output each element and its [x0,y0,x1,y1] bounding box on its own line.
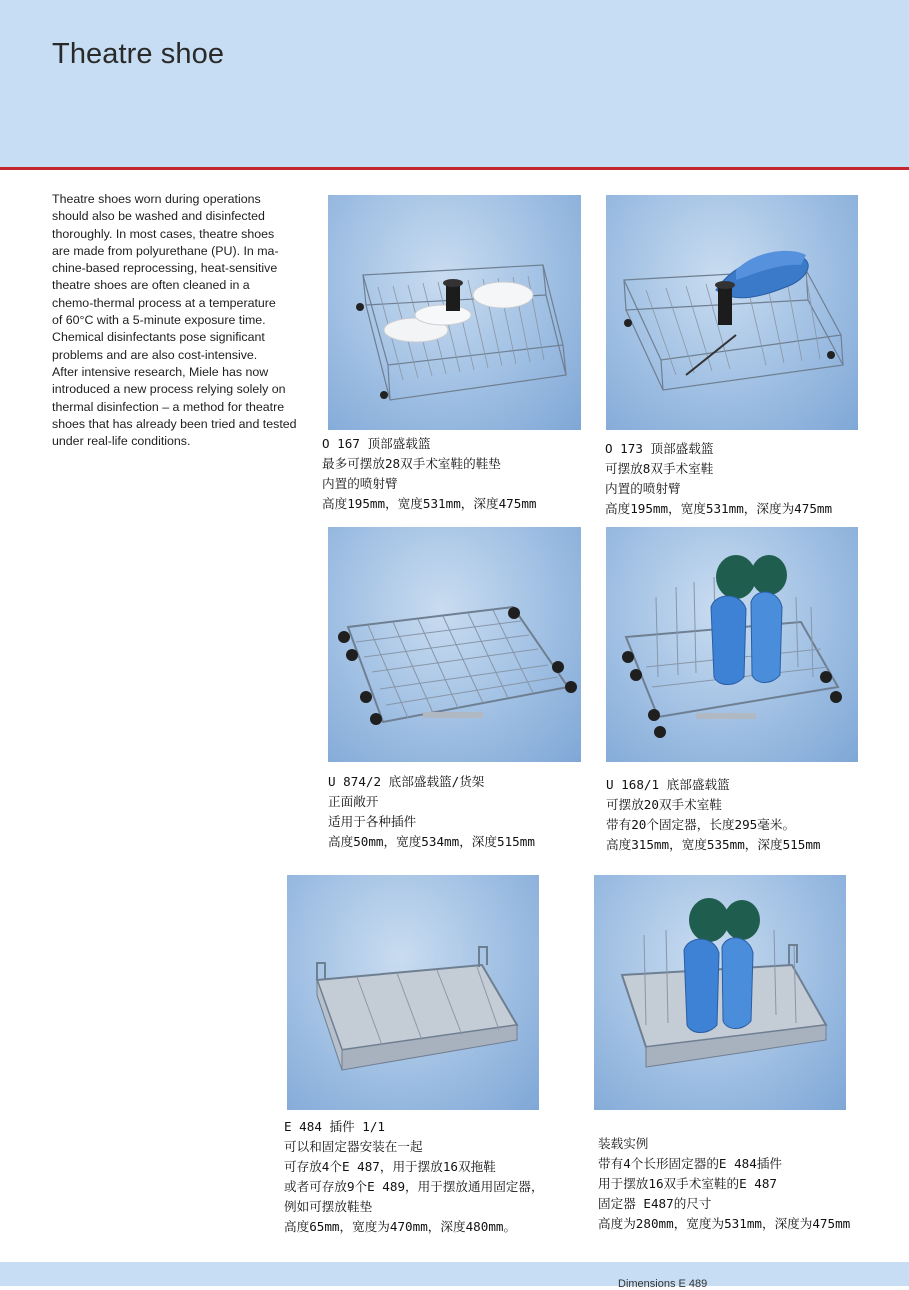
intro-line: Chemical disinfectants pose significant [52,330,265,345]
caption-line: 高度315mm，宽度535mm，深度515mm [606,837,821,852]
intro-line: introduced a new process relying solely on [52,382,286,397]
product-photo-loading-example [594,875,846,1110]
caption-line: 高度195mm，宽度531mm，深度475mm [322,496,537,511]
caption-line: 高度195mm，宽度531mm，深度为475mm [605,501,833,516]
intro-line: are made from polyurethane (PU). In ma- [52,243,279,258]
product-photo-o173 [606,195,858,430]
caption-e484 [284,1117,544,1237]
caption-line: 适用于各种插件 [328,814,417,829]
caption-line: 带有4个长形固定器的E 484插件 [598,1156,783,1171]
caption-line: U 168/1 底部盛载篮 [606,777,730,792]
intro-line: chemo-thermal process at a temperature [52,295,276,310]
caption-line: 内置的喷射臂 [605,481,681,496]
caption-line: 高度65mm，宽度为470mm，深度480mm。 [284,1219,517,1234]
footer-text: Dimensions E 489 [618,1278,708,1290]
intro-line: should also be washed and disinfected [52,209,265,224]
product-photo-e484 [287,875,539,1110]
footer-band [0,1262,909,1286]
product-photo-o167 [328,195,581,430]
caption-loading-example [598,1134,850,1234]
caption-line: 可存放4个E 487，用于摆放16双拖鞋 [284,1159,496,1174]
product-photo-u874 [328,527,581,762]
caption-line: 可摆放20双手术室鞋 [606,797,722,812]
caption-line: 用于摆放16双手术室鞋的E 487 [598,1176,778,1191]
intro-line: problems and are also cost-intensive. [52,347,258,362]
caption-line: O 167 顶部盛载篮 [322,436,431,451]
caption-line: O 173 顶部盛载篮 [605,441,714,456]
caption-line: 带有20个固定器，长度295毫米。 [606,817,796,832]
caption-o167 [322,434,536,514]
intro-line: After intensive research, Miele has now [52,364,269,379]
caption-line: 可以和固定器安装在一起 [284,1139,423,1154]
caption-o173 [605,439,832,519]
product-photo-u168 [606,527,858,762]
header-rule [0,167,909,170]
caption-line: E 484 插件 1/1 [284,1119,386,1134]
caption-u168 [606,775,820,855]
caption-line: 最多可摆放28双手术室鞋的鞋垫 [322,456,501,471]
caption-line: 可摆放8双手术室鞋 [605,461,714,476]
intro-line: Theatre shoes worn during operations [52,192,261,206]
intro-line: of 60°C with a 5-minute exposure time. [52,313,266,328]
intro-text [52,191,304,450]
caption-line: 固定器 E487的尺寸 [598,1196,712,1211]
intro-line: chine-based reprocessing, heat-sensitive [52,261,278,276]
caption-line: 高度50mm，宽度534mm，深度515mm [328,834,535,849]
intro-line: shoes that has already been tried and tested [52,416,297,431]
intro-line: theatre shoes are often cleaned in a [52,278,250,293]
caption-line: 内置的喷射臂 [322,476,398,491]
caption-line: 装载实例 [598,1136,649,1151]
caption-u874 [328,772,535,852]
intro-line: thoroughly. In most cases, theatre shoes [52,226,275,241]
caption-line: 例如可摆放鞋垫 [284,1199,373,1214]
page-title: Theatre shoe [52,38,225,70]
intro-line: under real-life conditions. [52,434,191,449]
caption-line: 正面敞开 [328,794,379,809]
caption-line: 高度为280mm，宽度为531mm，深度为475mm [598,1216,851,1231]
caption-line: U 874/2 底部盛载篮/货架 [328,774,485,789]
caption-line: 或者可存放9个E 489，用于摆放通用固定器， [284,1179,544,1194]
header-band [0,0,909,167]
intro-line: thermal disinfection – a method for theatre [52,399,285,414]
